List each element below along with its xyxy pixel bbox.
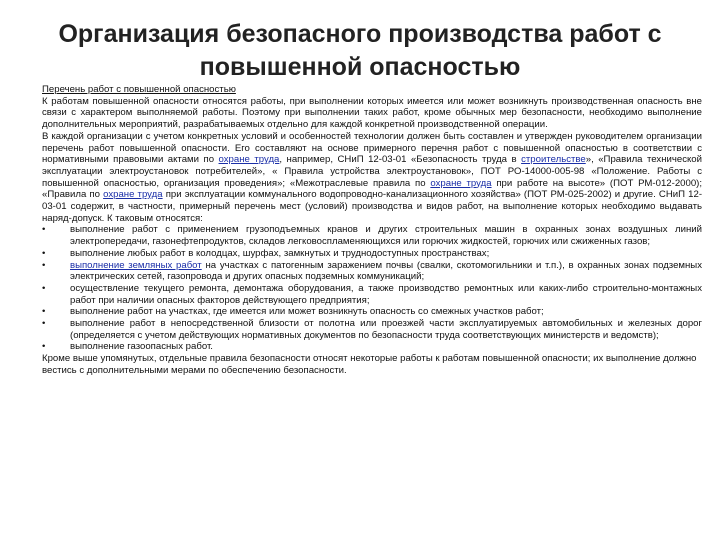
- list-item-text: выполнение любых работ в колодцах, шурфах, замкнутых и труднодоступных пространствах;: [70, 247, 490, 259]
- list-item: [42, 318, 702, 341]
- outro-paragraph: Кроме выше упомянутых, отдельные правила безопасности относят некоторые работы к работам повышенной опасности; их выполнение должно вестись с дополнительными мерами по обеспечению безопасности.: [42, 353, 697, 376]
- bullet: •: [42, 341, 46, 353]
- intro-paragraph-1: К работам повышенной опасности относятся работы, при выполнении которых имеется или может возникнуть производственная опасность вне связи с характером выполняемой работы. Поэтому при выполнении таких работ, кроме обычных мер безопасности, необходимо выполнение дополнительных мероприятий, разрабатываемых отдельно для каждой конкретной производственной операции.: [42, 95, 702, 131]
- intro-paragraph-2: [42, 131, 702, 225]
- link-labor-protection-2[interactable]: охране труда: [430, 177, 492, 189]
- list-item: [42, 260, 702, 283]
- link-construction[interactable]: строительстве: [521, 154, 586, 166]
- list-item: [42, 248, 702, 260]
- list-item-text: выполнение работ на участках, где имеется или может возникнуть опасность со смежных участков работ;: [70, 306, 544, 318]
- bullet: •: [42, 282, 46, 294]
- list-item-text: выполнение работ с применением грузоподъемных кранов и других строительных машин в охранных зонах воздушных линий электропередачи, газонефтепродуктов, складов легковоспламеняющихся или горючих жидкостей, горючих или сжиженных газов;: [70, 224, 702, 248]
- bullet: •: [42, 224, 46, 236]
- bullet: •: [42, 318, 46, 330]
- list-item: [42, 224, 702, 247]
- list-item-text: выполнение газоопасных работ.: [70, 341, 213, 353]
- bullet: •: [42, 306, 46, 318]
- content-body: [42, 84, 702, 377]
- intro-text-b: , например, СНиП 12-03-01 «Безопасность труда в: [279, 154, 522, 166]
- link-earthworks[interactable]: выполнение земляных работ: [70, 259, 202, 271]
- intro-text-a: В каждой организации с учетом конкретных условий и особенностей технологии должен быть составлен и утвержден руководителем организации перечень работ повышенной опасности. Его составляют на основе примерного перечня работ с повышенной опасностью в соответствии с нормативными правовыми актами по: [42, 130, 702, 166]
- list-item-text: на участках с патогенным заражением почвы (свалки, скотомогильники и т.п.), в охранных зонах подземных электрических сетей, газопровода и других опасных подземных коммуникаций;: [70, 259, 703, 283]
- page-title: Организация безопасного производства работ с повышенной опасностью: [58, 20, 662, 81]
- bullet: •: [42, 259, 46, 271]
- link-labor-protection-1[interactable]: охране труда: [218, 154, 280, 166]
- list-item-text: осуществление текущего ремонта, демонтажа оборудования, а также производство ремонтных или каких-либо строительно-монтажных работ при наличии опасных факторов действующего предприятия;: [70, 282, 702, 306]
- link-labor-protection-3[interactable]: охране труда: [103, 189, 163, 201]
- intro-text-e: при эксплуатации коммунального водопроводно-канализационного хозяйства» (ПОТ РМ-025-2002) и другие. СНиП 12-03-01 содержит, в частности, примерный перечень мест (условий) производства и видов работ, на выполнение которых необходимо выдавать наряд-допуск. К таковым относятся:: [42, 189, 703, 224]
- list-item: [42, 306, 702, 318]
- section-heading: Перечень работ с повышенной опасностью: [42, 84, 236, 95]
- intro-text-d: при работе на высоте» (ПОТ РМ-012-2000); «Правила по: [42, 177, 703, 201]
- list-item-text: выполнение работ в непосредственной близости от полотна или проезжей части эксплуатируемых автомобильных и железных дорог (определяется с учетом действующих нормативных документов по безопасности труда соответствующих министерств и ведомств);: [70, 318, 702, 341]
- intro-text-c: », «Правила технической эксплуатации электроустановок потребителей», « Правила устройства электроустановок», ПОТ РО-14000-005-98 «Положение. Работы с повышенной опасностью, организация проведения»; «Межотраслевые правила по: [42, 154, 702, 189]
- list-item: [42, 341, 702, 353]
- list-item: [42, 283, 702, 306]
- hazard-work-list: [42, 224, 702, 353]
- bullet: •: [42, 247, 46, 259]
